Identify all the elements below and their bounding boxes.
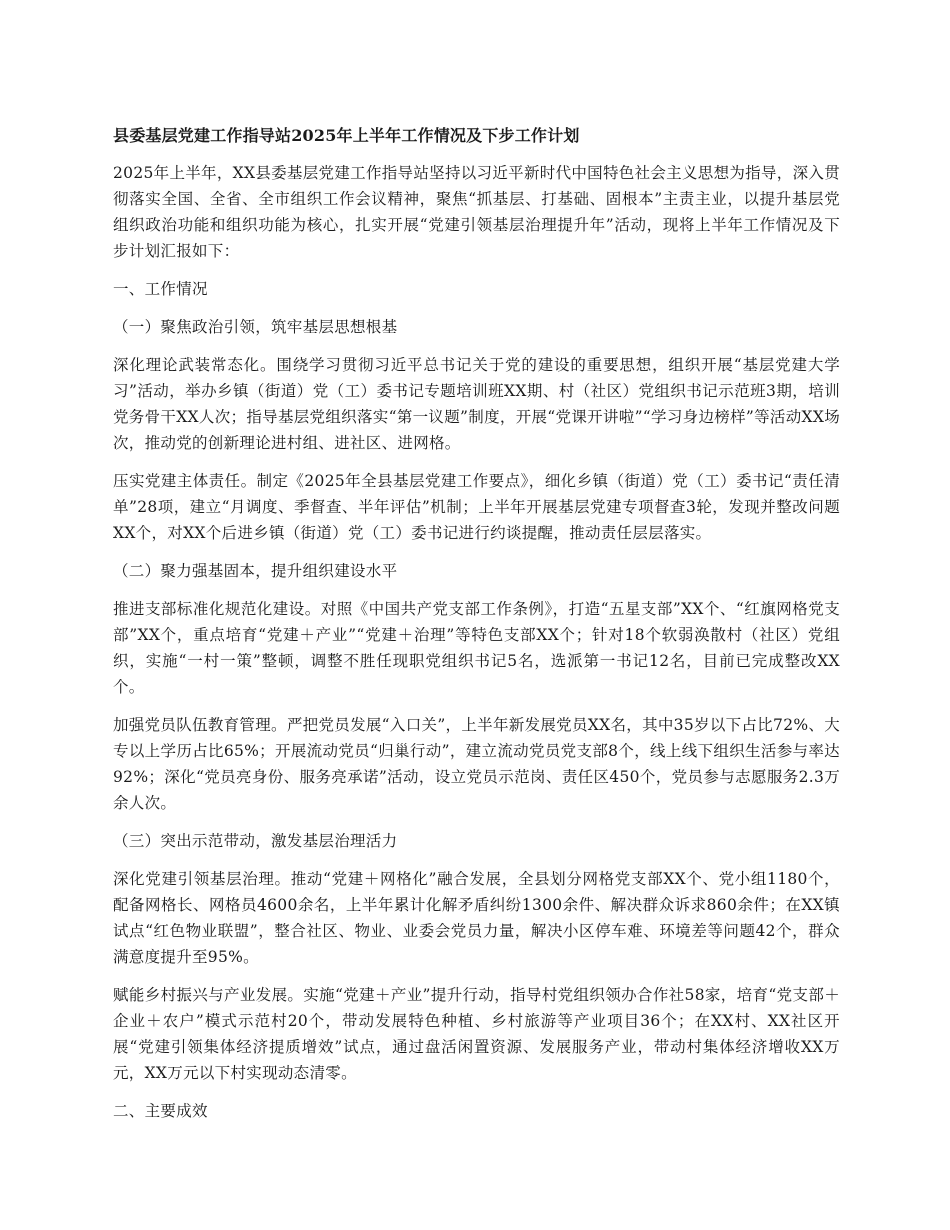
paragraph-rural-revitalization: 赋能乡村振兴与产业发展。实施“党建＋产业”提升行动，指导村党组织领办合作社58家，培育“党支部＋企业＋农户”模式示范村20个，带动发展特色种植、乡村旅游等产业项目36个；在XX村、XX社区开展“党建引领集体经济提质增效”试点，通过盘活闲置资源、发展服务产业，带动村集体经济增收XX万元，XX万元以下村实现动态清零。 [113, 986, 840, 1082]
intro-paragraph: 2025年上半年，XX县委基层党建工作指导站坚持以习近平新时代中国特色社会主义思想为指导，深入贯彻落实全国、全省、全市组织工作会议精神，聚焦“抓基层、打基础、固根本”主责主业，以提升基层党组织政治功能和组织功能为核心，扎实开展“党建引领基层治理提升年”活动，现将上半年工作情况及下步计划汇报如下： [113, 164, 840, 260]
document-page [113, 124, 840, 1136]
subsection-heading-organization-building: （二）聚力强基固本，提升组织建设水平 [113, 562, 398, 580]
subsection-heading-grassroots-governance: （三）突出示范带动，激发基层治理活力 [113, 832, 398, 850]
document-title: 县委基层党建工作指导站2025年上半年工作情况及下步工作计划 [113, 126, 580, 145]
section-heading-main-results: 二、主要成效 [113, 1102, 208, 1120]
paragraph-member-management: 加强党员队伍教育管理。严把党员发展“入口关”，上半年新发展党员XX名，其中35岁以下占比72%、大专以上学历占比65%；开展流动党员“归巢行动”，建立流动党员党支部8个，线上线下组织生活参与率达92%；深化“党员亮身份、服务亮承诺”活动，设立党员示范岗、责任区450个，党员参与志愿服务2.3万余人次。 [113, 716, 840, 812]
section-heading-work-status: 一、工作情况 [113, 280, 208, 298]
paragraph-theory-study: 深化理论武装常态化。围绕学习贯彻习近平总书记关于党的建设的重要思想，组织开展“基层党建大学习”活动，举办乡镇（街道）党（工）委书记专题培训班XX期、村（社区）党组织书记示范班3期，培训党务骨干XX人次；指导基层党组织落实“第一议题”制度，开展“党课开讲啦”“学习身边榜样”等活动XX场次，推动党的创新理论进村组、进社区、进网格。 [113, 356, 840, 452]
paragraph-responsibility: 压实党建主体责任。制定《2025年全县基层党建工作要点》，细化乡镇（街道）党（工）委书记“责任清单”28项，建立“月调度、季督查、半年评估”机制；上半年开展基层党建专项督查3轮，发现并整改问题XX个，对XX个后进乡镇（街道）党（工）委书记进行约谈提醒，推动责任层层落实。 [113, 472, 840, 542]
subsection-heading-political-leadership: （一）聚焦政治引领，筑牢基层思想根基 [113, 318, 398, 336]
paragraph-branch-standardization: 推进支部标准化规范化建设。对照《中国共产党支部工作条例》，打造“五星支部”XX个、“红旗网格党支部”XX个，重点培育“党建＋产业”“党建＋治理”等特色支部XX个；针对18个软弱涣散村（社区）党组织，实施“一村一策”整顿，调整不胜任现职党组织书记5名，选派第一书记12名，目前已完成整改XX个。 [113, 600, 840, 696]
paragraph-governance: 深化党建引领基层治理。推动“党建＋网格化”融合发展，全县划分网格党支部XX个、党小组1180个，配备网格长、网格员4600余名，上半年累计化解矛盾纠纷1300余件、解决群众诉求860余件；在XX镇试点“红色物业联盟”，整合社区、物业、业委会党员力量，解决小区停车难、环境差等问题42个，群众满意度提升至95%。 [113, 870, 840, 966]
